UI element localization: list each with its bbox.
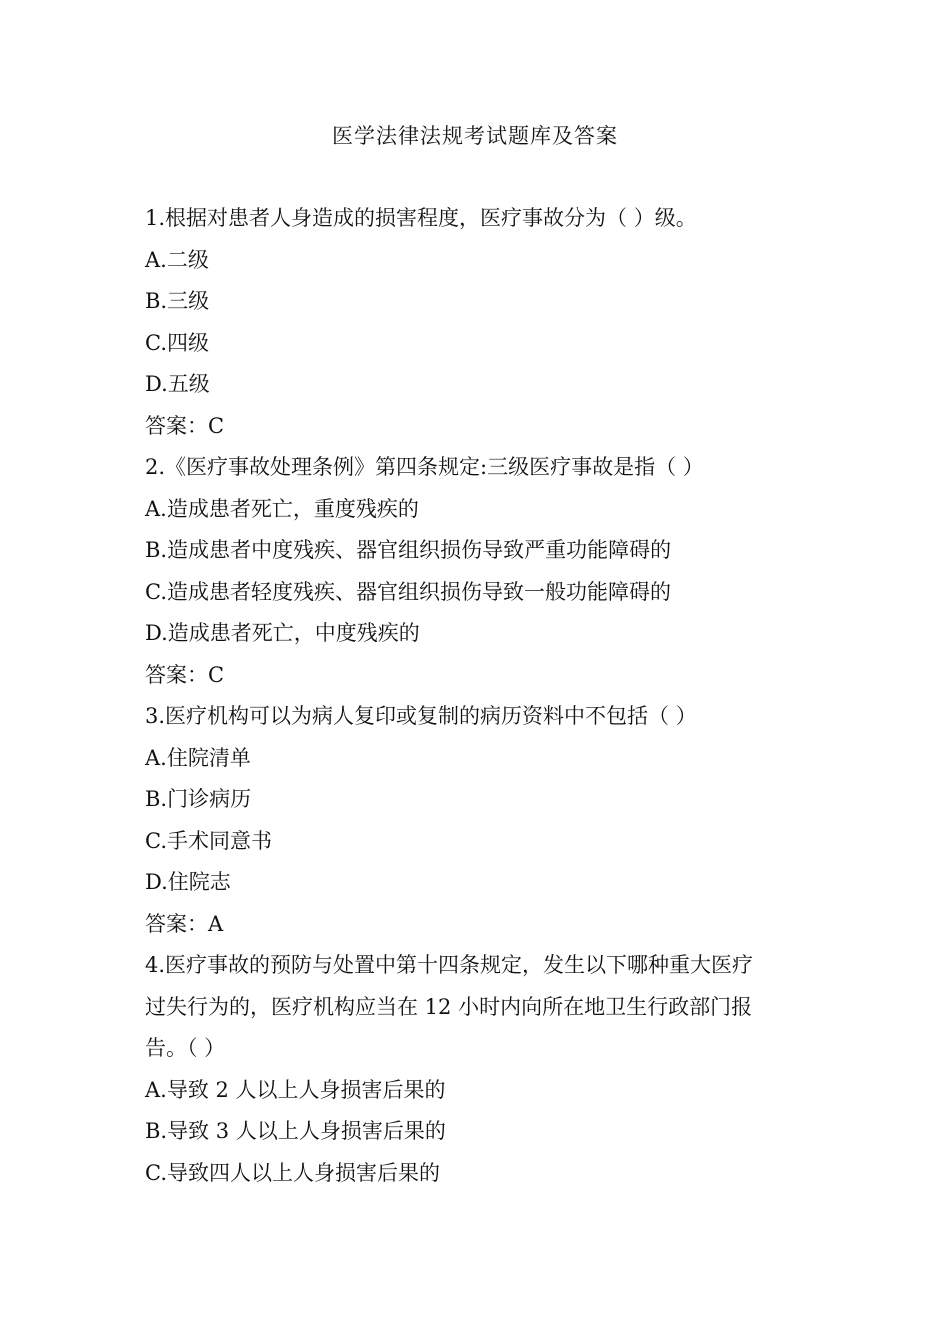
question-1-option-a: A.二级 xyxy=(145,247,209,272)
question-2-option-d: D.造成患者死亡，中度残疾的 xyxy=(145,621,420,645)
question-4-text-line-1: 4.医疗事故的预防与处置中第十四条规定，发生以下哪种重大医疗 xyxy=(145,953,754,977)
question-4-option-a: A.导致 2 人以上人身损害后果的 xyxy=(145,1077,446,1102)
question-2-text: 2.《医疗事故处理条例》第四条规定:三级医疗事故是指（ ） xyxy=(145,455,704,479)
question-2-option-b: B.造成患者中度残疾、器官组织损伤导致严重功能障碍的 xyxy=(145,538,672,562)
question-3-option-c: C.手术同意书 xyxy=(145,828,272,853)
question-3-option-b: B.门诊病历 xyxy=(145,787,252,811)
document-body xyxy=(145,198,810,1194)
question-4-option-b: B.导致 3 人以上人身损害后果的 xyxy=(145,1119,446,1143)
question-1-text: 1.根据对患者人身造成的损害程度，医疗事故分为（ ）级。 xyxy=(145,206,697,230)
question-3-answer: 答案：A xyxy=(145,911,224,936)
question-1-option-d: D.五级 xyxy=(145,372,210,396)
question-1-answer: 答案：C xyxy=(145,413,225,438)
question-2-option-a: A.造成患者死亡，重度残疾的 xyxy=(145,496,419,521)
question-4-text-line-2: 过失行为的，医疗机构应当在 12 小时内向所在地卫生行政部门报 xyxy=(145,994,753,1019)
question-3-text: 3.医疗机构可以为病人复印或复制的病历资料中不包括（ ） xyxy=(145,704,697,728)
question-2-answer: 答案：C xyxy=(145,662,225,687)
question-3-option-a: A.住院清单 xyxy=(145,745,251,770)
document-title: 医学法律法规考试题库及答案 xyxy=(332,124,618,148)
question-1-option-b: B.三级 xyxy=(145,289,210,313)
question-2-option-c: C.造成患者轻度残疾、器官组织损伤导致一般功能障碍的 xyxy=(145,579,671,604)
question-3-option-d: D.住院志 xyxy=(145,870,231,894)
question-4-text-line-3: 告。（ ） xyxy=(145,1036,226,1060)
question-4-option-c: C.导致四人以上人身损害后果的 xyxy=(145,1160,440,1185)
question-1-option-c: C.四级 xyxy=(145,330,209,355)
